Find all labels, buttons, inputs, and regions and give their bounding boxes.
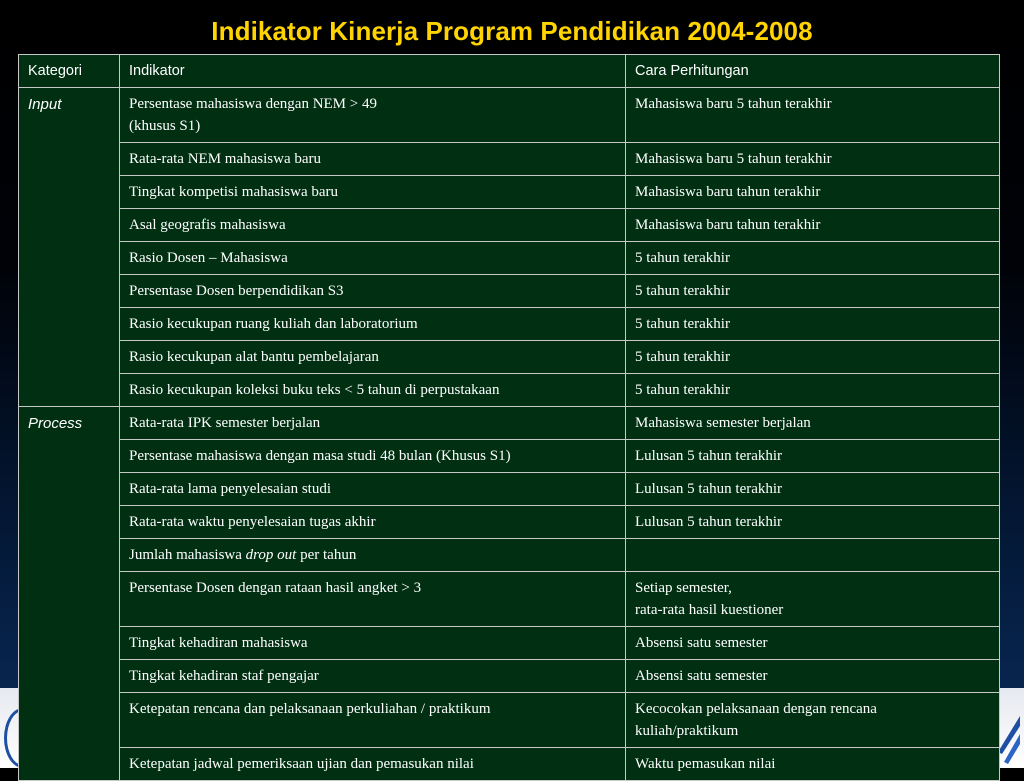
table-row (19, 143, 1000, 176)
header-kategori: Kategori (19, 55, 120, 88)
indicator-cell (120, 693, 626, 748)
indicator-cell (120, 627, 626, 660)
indicator-text-part: per tahun (296, 547, 357, 563)
method-cell (626, 473, 1000, 506)
method-line: Waktu pemasukan nilai (635, 756, 776, 772)
method-line: Setiap semester, (635, 580, 732, 596)
method-cell (626, 341, 1000, 374)
method-cell (626, 209, 1000, 242)
indicator-cell (120, 473, 626, 506)
method-line: Mahasiswa baru tahun terakhir (635, 217, 821, 233)
indicator-text-part: Jumlah mahasiswa (129, 547, 246, 563)
indicator-line: Ketepatan jadwal pemeriksaan ujian dan pemasukan nilai (129, 756, 474, 772)
method-line: kuliah/praktikum (635, 723, 739, 739)
table-row (19, 176, 1000, 209)
method-cell (626, 275, 1000, 308)
method-line: Lulusan 5 tahun terakhir (635, 514, 783, 530)
table-row (19, 748, 1000, 781)
table-row (19, 275, 1000, 308)
indicator-line: Ketepatan rencana dan pelaksanaan perkuliahan / praktikum (129, 701, 491, 717)
method-line: rata-rata hasil kuestioner (635, 602, 784, 618)
table-row (19, 308, 1000, 341)
indicator-line: Rasio kecukupan koleksi buku teks < 5 tahun di perpustakaan (129, 382, 500, 398)
indicator-cell (120, 572, 626, 627)
method-line: 5 tahun terakhir (635, 382, 730, 398)
table-body (19, 88, 1000, 781)
indicator-cell (120, 539, 626, 572)
method-cell (626, 506, 1000, 539)
method-line: Mahasiswa semester berjalan (635, 415, 811, 431)
method-cell (626, 440, 1000, 473)
method-cell (626, 88, 1000, 143)
slide-title: Indikator Kinerja Program Pendidikan 2004-2008 (211, 16, 813, 46)
table-row (19, 627, 1000, 660)
indicator-table (18, 54, 1000, 781)
indicator-line: Rata-rata IPK semester berjalan (129, 415, 321, 431)
method-cell (626, 748, 1000, 781)
method-cell (626, 627, 1000, 660)
header-indikator: Indikator (120, 55, 626, 88)
method-cell (626, 407, 1000, 440)
method-line: Mahasiswa baru 5 tahun terakhir (635, 151, 832, 167)
indicator-cell (120, 308, 626, 341)
table-row (19, 440, 1000, 473)
method-cell (626, 693, 1000, 748)
indicator-cell (120, 209, 626, 242)
indicator-line: Rasio kecukupan ruang kuliah dan laboratorium (129, 316, 418, 332)
indicator-cell (120, 275, 626, 308)
indicator-cell (120, 748, 626, 781)
method-line: 5 tahun terakhir (635, 250, 730, 266)
method-cell (626, 374, 1000, 407)
indicator-line: Tingkat kehadiran staf pengajar (129, 668, 319, 684)
indicator-cell (120, 407, 626, 440)
method-cell (626, 539, 1000, 572)
table-row (19, 407, 1000, 440)
table-row (19, 539, 1000, 572)
indicator-cell (120, 440, 626, 473)
indicator-line: Tingkat kehadiran mahasiswa (129, 635, 308, 651)
indicator-line: Rata-rata lama penyelesaian studi (129, 481, 331, 497)
indicator-line: Tingkat kompetisi mahasiswa baru (129, 184, 339, 200)
table-header-row (19, 55, 1000, 88)
method-line: Lulusan 5 tahun terakhir (635, 448, 783, 464)
indicator-line: Rata-rata waktu penyelesaian tugas akhir (129, 514, 376, 530)
indicator-line: Rasio Dosen – Mahasiswa (129, 250, 288, 266)
method-line: Kecocokan pelaksanaan dengan rencana (635, 701, 877, 717)
indicator-line: (khusus S1) (129, 118, 201, 134)
indicator-line: Rata-rata NEM mahasiswa baru (129, 151, 322, 167)
indicator-cell (120, 341, 626, 374)
method-line: 5 tahun terakhir (635, 283, 730, 299)
indicator-line: Persentase Dosen dengan rataan hasil angket > 3 (129, 580, 422, 596)
indicator-cell (120, 143, 626, 176)
table-row (19, 209, 1000, 242)
category-cell: Process (19, 407, 120, 781)
indicator-cell (120, 660, 626, 693)
method-line: Absensi satu semester (635, 635, 768, 651)
indicator-line: Persentase mahasiswa dengan NEM > 49 (129, 96, 377, 112)
indicator-cell (120, 88, 626, 143)
method-cell (626, 143, 1000, 176)
indicator-cell (120, 242, 626, 275)
method-cell (626, 660, 1000, 693)
method-cell (626, 572, 1000, 627)
indicator-line: Rasio kecukupan alat bantu pembelajaran (129, 349, 379, 365)
category-cell: Input (19, 88, 120, 407)
indicator-line: Persentase Dosen berpendidikan S3 (129, 283, 344, 299)
table-row (19, 473, 1000, 506)
table-row (19, 88, 1000, 143)
table-row (19, 341, 1000, 374)
indicator-line: Persentase mahasiswa dengan masa studi 48 bulan (Khusus S1) (129, 448, 511, 464)
table-row (19, 374, 1000, 407)
method-line: 5 tahun terakhir (635, 316, 730, 332)
indicator-line: Asal geografis mahasiswa (129, 217, 286, 233)
indicator-cell (120, 506, 626, 539)
method-line: 5 tahun terakhir (635, 349, 730, 365)
method-line: Lulusan 5 tahun terakhir (635, 481, 783, 497)
indicator-cell (120, 374, 626, 407)
method-line: Mahasiswa baru tahun terakhir (635, 184, 821, 200)
header-cara-perhitungan: Cara Perhitungan (626, 55, 1000, 88)
indicator-text-part: drop out (245, 547, 297, 563)
method-line: Mahasiswa baru 5 tahun terakhir (635, 96, 832, 112)
table-row (19, 693, 1000, 748)
table-row (19, 506, 1000, 539)
method-cell (626, 242, 1000, 275)
table-row (19, 660, 1000, 693)
method-line: Absensi satu semester (635, 668, 768, 684)
method-cell (626, 176, 1000, 209)
table-row (19, 242, 1000, 275)
method-cell (626, 308, 1000, 341)
table-row (19, 572, 1000, 627)
indicator-cell (120, 176, 626, 209)
